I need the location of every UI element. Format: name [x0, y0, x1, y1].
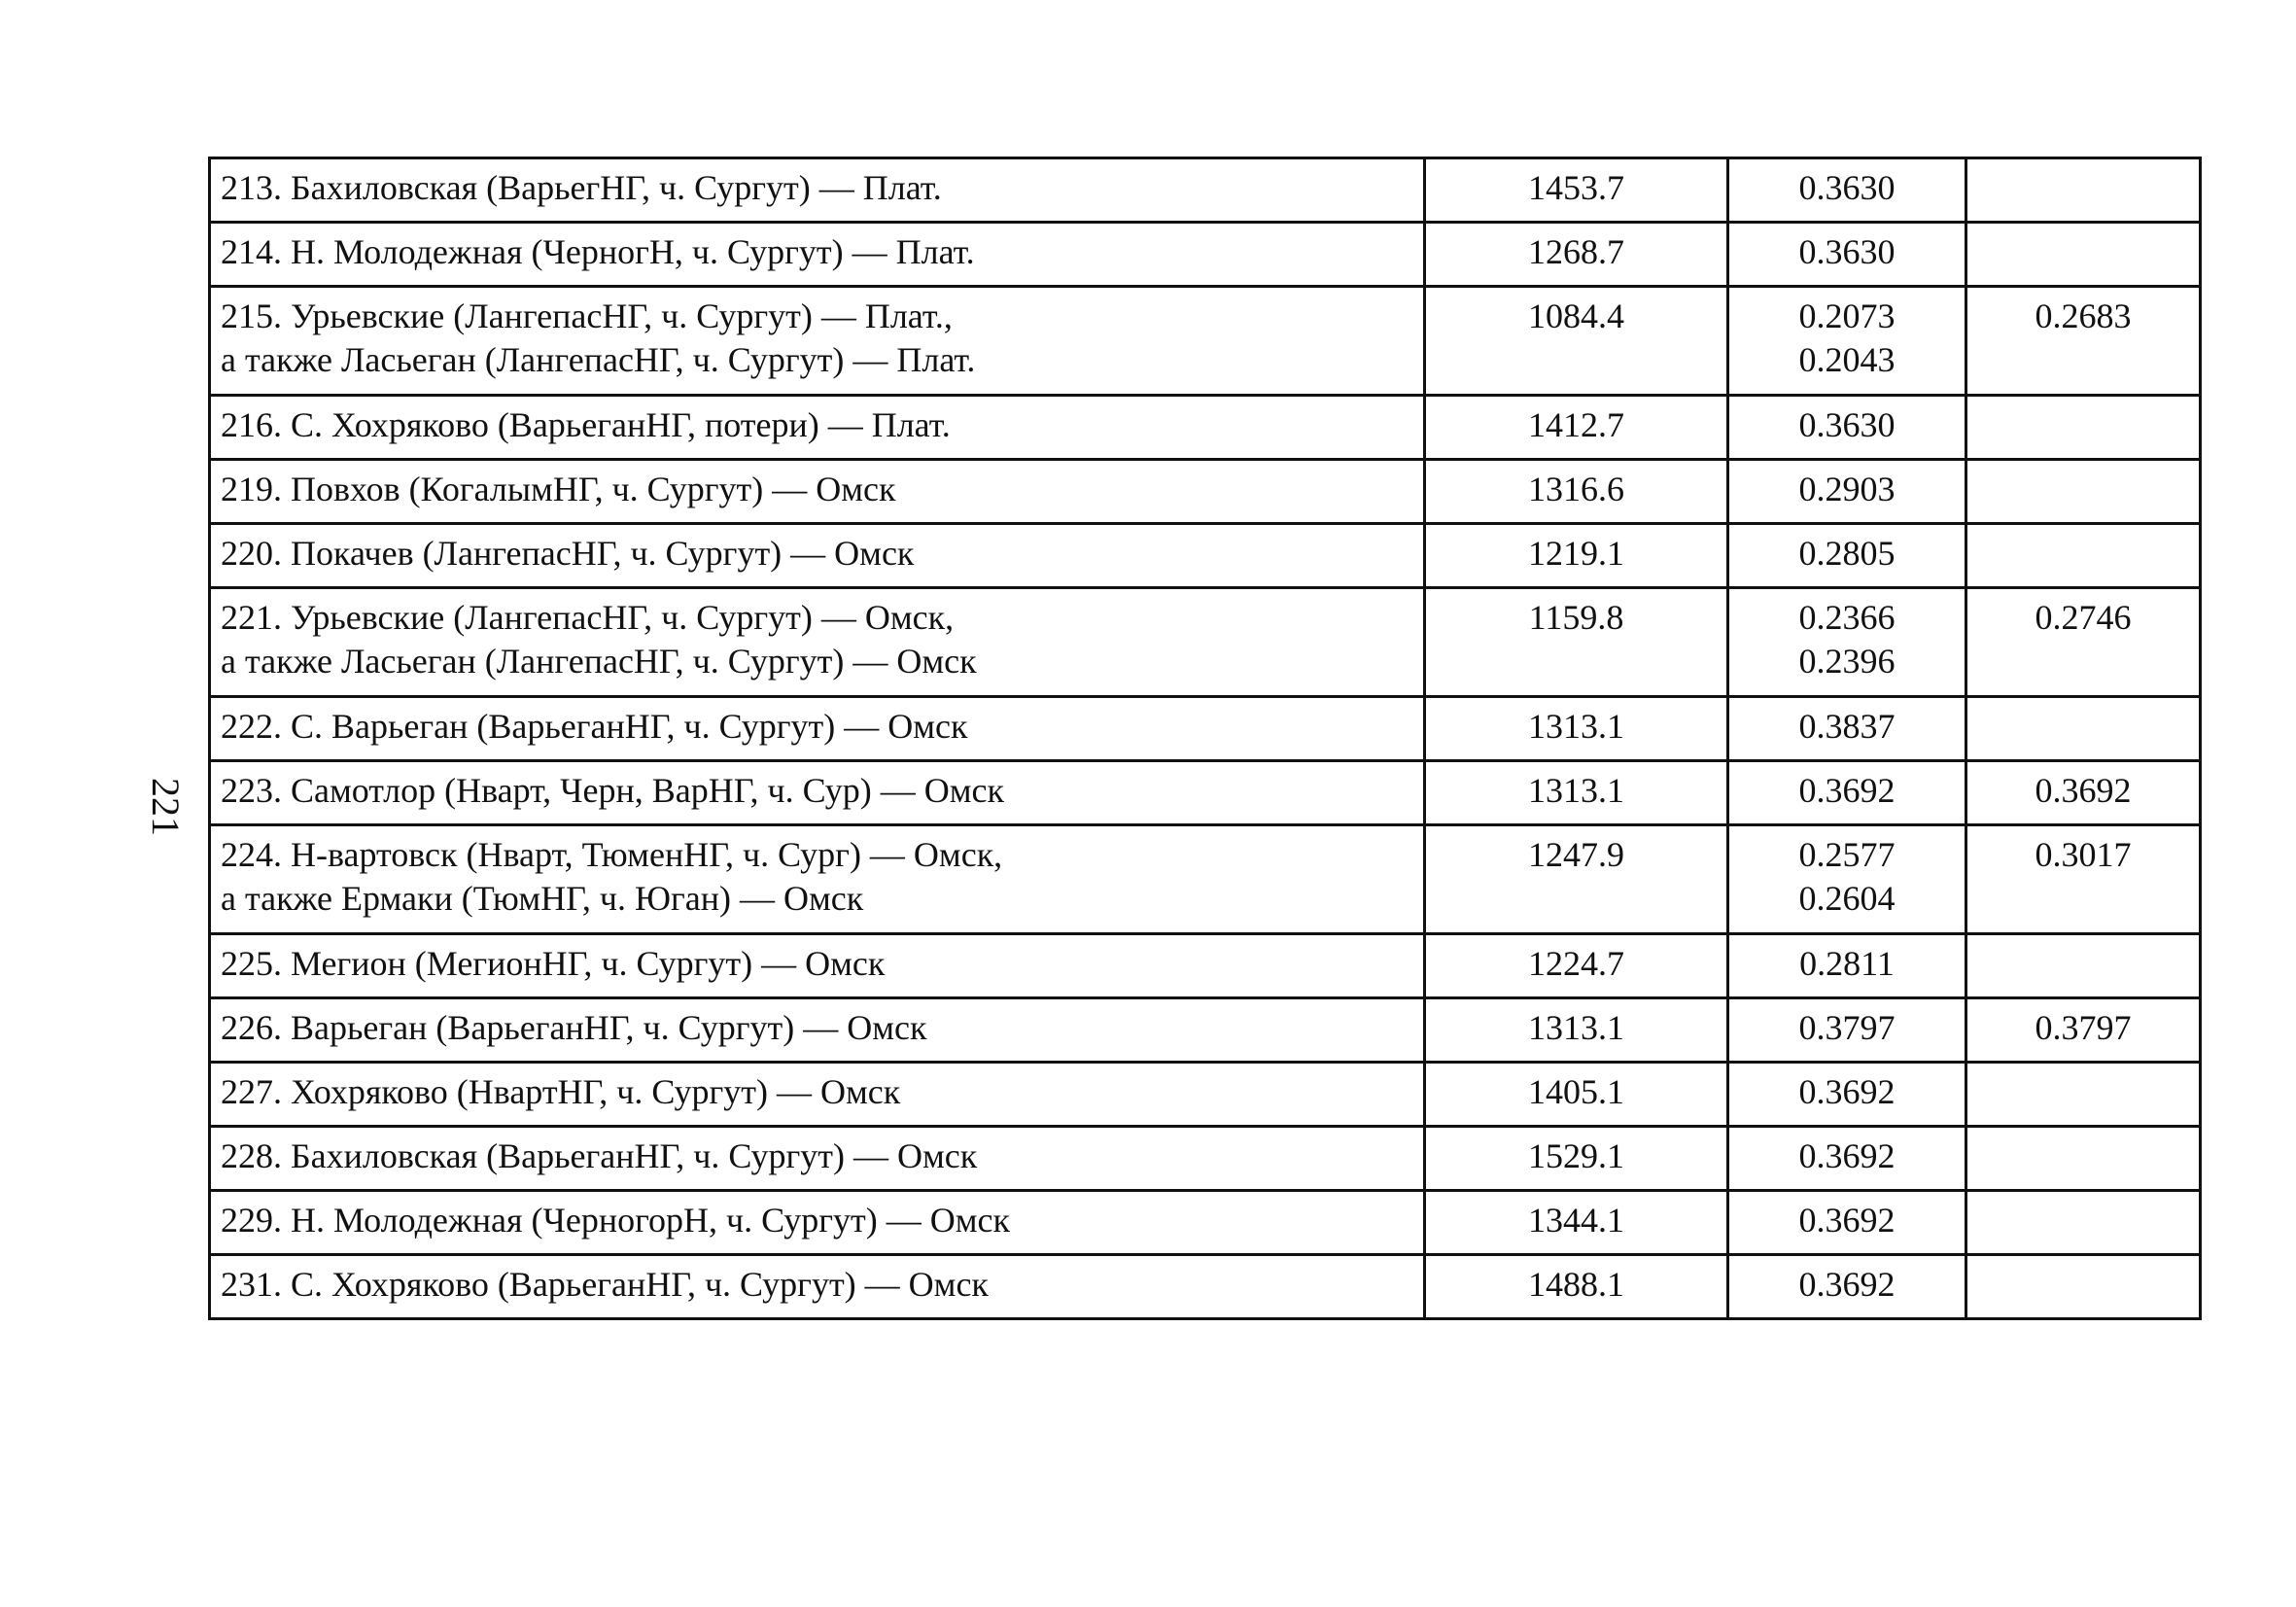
coefficient-value: 0.3692: [1798, 771, 1896, 810]
coefficient-cell: [1728, 1255, 1966, 1319]
route-name-cell: [210, 1191, 1425, 1255]
average-cell: [1966, 1255, 2201, 1319]
coefficient-value: 0.3692: [1798, 1265, 1896, 1304]
average-cell: [1966, 158, 2201, 223]
route-name-line: а также Ласьеган (ЛангепасНГ, ч. Сургут) — Омск: [221, 642, 977, 681]
table-row: [210, 396, 2201, 460]
distance-cell: [1425, 934, 1728, 998]
coefficient-cell: [1728, 998, 1966, 1063]
route-name-line: 224. Н-вартовск (Нварт, ТюменНГ, ч. Сург) — Омск,: [221, 835, 1003, 874]
table-row: [210, 934, 2201, 998]
average-cell: [1966, 396, 2201, 460]
average-cell: [1966, 223, 2201, 287]
average-cell: [1966, 934, 2201, 998]
distance-value: 1313.1: [1528, 707, 1624, 746]
coefficient-cell: [1728, 524, 1966, 588]
route-name-cell: [210, 524, 1425, 588]
route-name-line: 214. Н. Молодежная (ЧерногН, ч. Сургут) — Плат.: [221, 232, 975, 271]
distance-value: 1224.7: [1528, 944, 1624, 983]
distance-cell: [1425, 1191, 1728, 1255]
coefficient-value: 0.3837: [1798, 707, 1896, 746]
route-name-cell: [210, 934, 1425, 998]
coefficient-value: 0.3692: [1798, 1201, 1896, 1240]
table-row: [210, 1255, 2201, 1319]
route-name-line: 219. Повхов (КогалымНГ, ч. Сургут) — Омск: [221, 470, 896, 508]
coefficient-value: 0.2903: [1798, 470, 1896, 508]
average-cell: [1966, 761, 2201, 825]
route-name-line: 226. Варьеган (ВарьеганНГ, ч. Сургут) — Омск: [221, 1008, 927, 1047]
distance-cell: [1425, 158, 1728, 223]
average-cell: [1966, 287, 2201, 396]
route-name-cell: [210, 396, 1425, 460]
distance-cell: [1425, 998, 1728, 1063]
table-row: [210, 460, 2201, 524]
distance-cell: [1425, 1255, 1728, 1319]
coefficient-cell: [1728, 1127, 1966, 1191]
coefficient-value: 0.2366: [1798, 598, 1896, 637]
average-cell: [1966, 1191, 2201, 1255]
table-row: [210, 1063, 2201, 1127]
route-name-line: 229. Н. Молодежная (ЧерногорН, ч. Сургут) — Омск: [221, 1201, 1010, 1240]
distance-cell: [1425, 524, 1728, 588]
coefficient-cell: [1728, 825, 1966, 934]
route-name-cell: [210, 825, 1425, 934]
route-name-line: 231. С. Хохряково (ВарьеганНГ, ч. Сургут) — Омск: [221, 1265, 989, 1304]
route-name-line: 225. Мегион (МегионНГ, ч. Сургут) — Омск: [221, 944, 886, 983]
page-number: 221: [144, 778, 188, 836]
table-row: [210, 158, 2201, 223]
coefficient-cell: [1728, 697, 1966, 761]
distance-value: 1247.9: [1528, 835, 1624, 874]
coefficient-value: 0.2604: [1798, 879, 1896, 918]
distance-value: 1316.6: [1528, 470, 1624, 508]
route-name-line: 223. Самотлор (Нварт, Черн, ВарНГ, ч. Сур) — Омск: [221, 771, 1004, 810]
average-cell: [1966, 1127, 2201, 1191]
coefficient-cell: [1728, 460, 1966, 524]
coefficient-value: 0.2811: [1799, 944, 1895, 983]
coefficient-cell: [1728, 761, 1966, 825]
route-name-cell: [210, 158, 1425, 223]
route-name-cell: [210, 761, 1425, 825]
table-row: [210, 1191, 2201, 1255]
route-name-line: 215. Урьевские (ЛангепасНГ, ч. Сургут) — Плат.,: [221, 297, 953, 335]
table-row: [210, 998, 2201, 1063]
distance-cell: [1425, 697, 1728, 761]
route-name-cell: [210, 588, 1425, 697]
coefficient-value: 0.2396: [1798, 642, 1896, 681]
distance-value: 1313.1: [1528, 771, 1624, 810]
table-row: [210, 761, 2201, 825]
route-name-cell: [210, 287, 1425, 396]
coefficient-cell: [1728, 287, 1966, 396]
average-cell: [1966, 1063, 2201, 1127]
distance-cell: [1425, 825, 1728, 934]
coefficient-cell: [1728, 396, 1966, 460]
coefficient-value: 0.2073: [1798, 297, 1896, 335]
average-cell: [1966, 460, 2201, 524]
route-name-line: 221. Урьевские (ЛангепасНГ, ч. Сургут) — Омск,: [221, 598, 955, 637]
distance-value: 1453.7: [1528, 168, 1624, 207]
distance-value: 1412.7: [1528, 405, 1624, 444]
average-cell: [1966, 998, 2201, 1063]
route-name-line: 227. Хохряково (НвартНГ, ч. Сургут) — Омск: [221, 1072, 901, 1111]
average-value: 0.2683: [2035, 297, 2132, 335]
distance-value: 1405.1: [1528, 1072, 1624, 1111]
table-row: [210, 223, 2201, 287]
coefficient-cell: [1728, 934, 1966, 998]
route-name-cell: [210, 223, 1425, 287]
table-row: [210, 588, 2201, 697]
coefficient-cell: [1728, 158, 1966, 223]
average-cell: [1966, 825, 2201, 934]
average-cell: [1966, 524, 2201, 588]
route-name-line: 222. С. Варьеган (ВарьеганНГ, ч. Сургут) — Омск: [221, 707, 968, 746]
coefficient-cell: [1728, 1063, 1966, 1127]
route-name-line: 216. С. Хохряково (ВарьеганНГ, потери) — Плат.: [221, 405, 951, 444]
distance-value: 1344.1: [1528, 1201, 1624, 1240]
average-value: 0.2746: [2035, 598, 2132, 637]
coefficient-value: 0.2805: [1798, 534, 1896, 573]
coefficient-value: 0.3692: [1798, 1136, 1896, 1175]
average-value: 0.3797: [2035, 1008, 2132, 1047]
distance-value: 1219.1: [1528, 534, 1624, 573]
table-row: [210, 287, 2201, 396]
coefficient-value: 0.3797: [1798, 1008, 1896, 1047]
table-row: [210, 524, 2201, 588]
distance-cell: [1425, 1127, 1728, 1191]
coefficient-cell: [1728, 1191, 1966, 1255]
route-name-line: а также Ермаки (ТюмНГ, ч. Юган) — Омск: [221, 879, 864, 918]
route-name-line: 220. Покачев (ЛангепасНГ, ч. Сургут) — Омск: [221, 534, 915, 573]
distance-value: 1529.1: [1528, 1136, 1624, 1175]
average-value: 0.3017: [2035, 835, 2132, 874]
coefficient-value: 0.2577: [1798, 835, 1896, 874]
route-name-cell: [210, 460, 1425, 524]
average-cell: [1966, 588, 2201, 697]
average-cell: [1966, 697, 2201, 761]
coefficient-value: 0.3692: [1798, 1072, 1896, 1111]
distance-cell: [1425, 396, 1728, 460]
distance-cell: [1425, 287, 1728, 396]
distance-value: 1084.4: [1528, 297, 1624, 335]
table-body: [210, 158, 2201, 1319]
distance-cell: [1425, 460, 1728, 524]
coefficient-value: 0.3630: [1798, 232, 1896, 271]
route-name-cell: [210, 1255, 1425, 1319]
pipeline-table: [208, 157, 2202, 1320]
table-row: [210, 697, 2201, 761]
route-name-cell: [210, 697, 1425, 761]
distance-cell: [1425, 1063, 1728, 1127]
table-row: [210, 1127, 2201, 1191]
route-name-cell: [210, 1127, 1425, 1191]
route-name-cell: [210, 1063, 1425, 1127]
distance-cell: [1425, 223, 1728, 287]
distance-cell: [1425, 761, 1728, 825]
route-name-cell: [210, 998, 1425, 1063]
distance-cell: [1425, 588, 1728, 697]
average-value: 0.3692: [2035, 771, 2132, 810]
route-name-line: 213. Бахиловская (ВарьегНГ, ч. Сургут) — Плат.: [221, 168, 942, 207]
distance-value: 1313.1: [1528, 1008, 1624, 1047]
coefficient-value: 0.3630: [1798, 168, 1896, 207]
table-row: [210, 825, 2201, 934]
distance-value: 1159.8: [1528, 598, 1624, 637]
coefficient-value: 0.2043: [1798, 340, 1896, 379]
coefficient-cell: [1728, 588, 1966, 697]
coefficient-cell: [1728, 223, 1966, 287]
route-name-line: 228. Бахиловская (ВарьеганНГ, ч. Сургут) — Омск: [221, 1136, 978, 1175]
coefficient-value: 0.3630: [1798, 405, 1896, 444]
route-name-line: а также Ласьеган (ЛангепасНГ, ч. Сургут) — Плат.: [221, 340, 976, 379]
distance-value: 1488.1: [1528, 1265, 1624, 1304]
distance-value: 1268.7: [1528, 232, 1624, 271]
